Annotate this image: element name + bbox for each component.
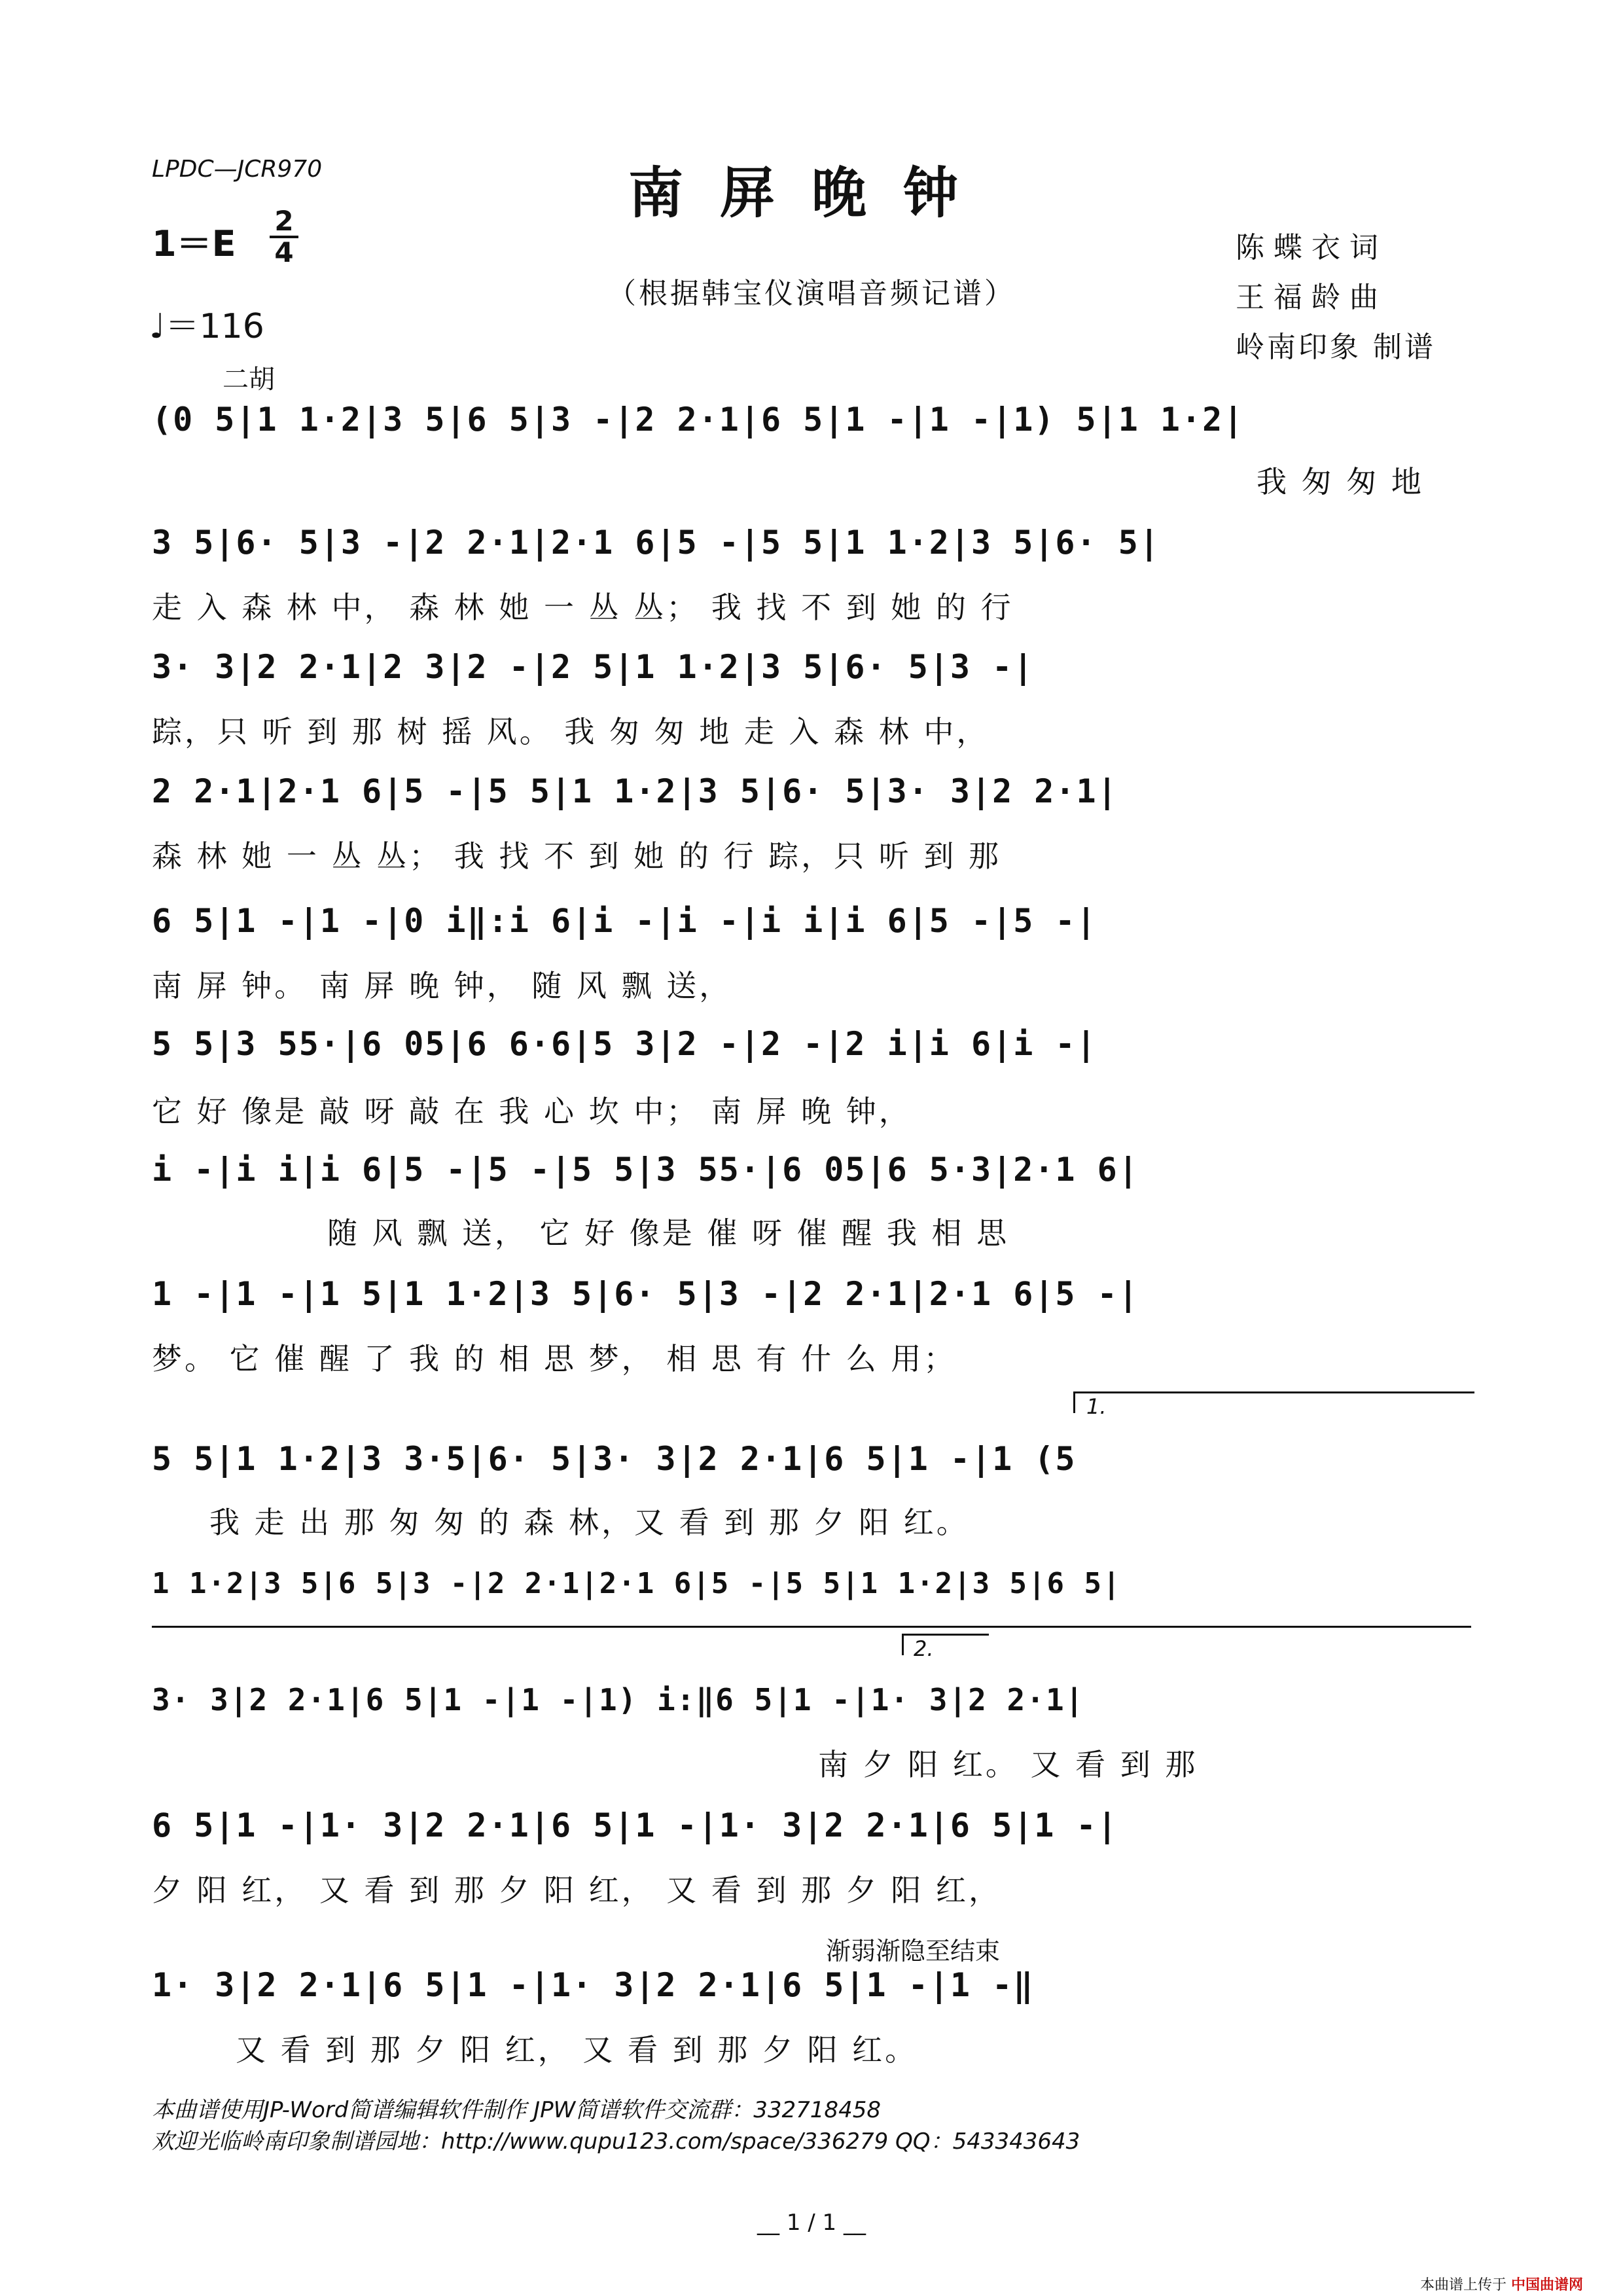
key-signature: 1＝E [152, 223, 236, 264]
notation-line-5: 6 5|1 -|1 -|0 i‖:i 6|i -|i -|i i|i 6|5 -|5 -| [152, 902, 1097, 940]
notation-line-6: 5 5|3 55·|6 05|6 6·6|5 3|2 -|2 -|2 i|i 6|i -| [152, 1025, 1097, 1063]
bracket-line [152, 1626, 1471, 1628]
notation-line-9: 5 5|1 1·2|3 3·5|6· 5|3· 3|2 2·1|6 5|1 -|1 (5 [152, 1440, 1077, 1478]
fade-marking: 渐弱渐隐至结束 [826, 1937, 1001, 1965]
score-code: LPDC—JCR970 [152, 156, 323, 183]
volta-2-label: 2. [914, 1636, 934, 1661]
lyric-line-2: 走 入 森 林 中， 森 林 她 一 丛 丛； 我 找 不 到 她 的 行 [152, 590, 1014, 625]
lyric-line-5: 南 屏 钟。 南 屏 晚 钟， 随 风 飘 送， [152, 968, 732, 1003]
watermark-prefix: 本曲谱上传于 [1420, 2277, 1507, 2293]
notation-line-2: 3 5|6· 5|3 -|2 2·1|2·1 6|5 -|5 5|1 1·2|3 5|6· 5| [152, 524, 1160, 562]
time-signature-top: 2 [274, 205, 294, 237]
subtitle: （根据韩宝仪演唱音频记谱） [607, 277, 1016, 310]
arranger-credit: 岭南印象 制谱 [1236, 331, 1436, 364]
notation-line-11: 3· 3|2 2·1|6 5|1 -|1 -|1) i:‖6 5|1 -|1· 3|2 2·1| [152, 1682, 1085, 1717]
lyric-line-3: 踪，只 听 到 那 树 摇 风。 我 匆 匆 地 走 入 森 林 中， [152, 714, 990, 749]
time-signature [268, 207, 300, 267]
lyric-line-7: 随 风 飘 送， 它 好 像是 催 呀 催 醒 我 相 思 [327, 1215, 1010, 1251]
lyric-line-12: 夕 阳 红， 又 看 到 那 夕 阳 红， 又 看 到 那 夕 阳 红， [152, 1873, 1001, 1908]
lyricist-credit: 陈蝶衣词 [1236, 231, 1387, 264]
footer-line-1: 本曲谱使用JP-Word简谱编辑软件制作 JPW简谱软件交流群：332718458 [152, 2097, 881, 2123]
page-number: __ 1 / 1 __ [757, 2210, 866, 2236]
lyric-line-6: 它 好 像是 敲 呀 敲 在 我 心 坎 中； 南 屏 晚 钟， [152, 1094, 912, 1129]
notation-line-12: 6 5|1 -|1· 3|2 2·1|6 5|1 -|1· 3|2 2·1|6 5|1 -| [152, 1806, 1118, 1844]
volta-1-bracket [1073, 1391, 1474, 1413]
notation-line-3: 3· 3|2 2·1|2 3|2 -|2 5|1 1·2|3 5|6· 5|3 -| [152, 648, 1035, 686]
notation-line-10: 1 1·2|3 5|6 5|3 -|2 2·1|2·1 6|5 -|5 5|1 1·2|3 5|6 5| [152, 1567, 1122, 1600]
notation-line-13: 1· 3|2 2·1|6 5|1 -|1· 3|2 2·1|6 5|1 -|1 -‖ [152, 1966, 1035, 2004]
notation-line-1: (0 5|1 1·2|3 5|6 5|3 -|2 2·1|6 5|1 -|1 -|1) 5|1 1·2| [152, 401, 1245, 439]
footer-line-2: 欢迎光临岭南印象制谱园地：http://www.qupu123.com/space/336279 QQ：543343643 [152, 2128, 1080, 2155]
lyric-line-13: 又 看 到 那 夕 阳 红， 又 看 到 那 夕 阳 红。 [236, 2032, 918, 2068]
volta-1-label: 1. [1086, 1394, 1107, 1419]
lyric-line-9: 我 走 出 那 匆 匆 的 森 林，又 看 到 那 夕 阳 红。 [209, 1505, 969, 1540]
lyric-line-8: 梦。 它 催 醒 了 我 的 相 思 梦， 相 思 有 什 么 用； [152, 1341, 957, 1376]
notation-line-7: i -|i i|i 6|5 -|5 -|5 5|3 55·|6 05|6 5·3|2·1 6| [152, 1151, 1139, 1189]
composer-credit: 王福龄曲 [1236, 281, 1387, 314]
time-signature-bottom: 4 [274, 236, 294, 268]
watermark-brand: 中国曲谱网 [1511, 2277, 1584, 2293]
notation-line-4: 2 2·1|2·1 6|5 -|5 5|1 1·2|3 5|6· 5|3· 3|2 2·1| [152, 772, 1118, 810]
lyric-line-1: 我 匆 匆 地 [1257, 464, 1424, 499]
watermark [1420, 2274, 1583, 2294]
lyric-line-4: 森 林 她 一 丛 丛； 我 找 不 到 她 的 行 踪，只 听 到 那 [152, 838, 1001, 874]
tempo-marking: ♩＝116 [149, 307, 264, 346]
instrument-label: 二胡 [223, 365, 275, 395]
lyric-line-11: 南 夕 阳 红。 又 看 到 那 [818, 1747, 1198, 1782]
notation-line-8: 1 -|1 -|1 5|1 1·2|3 5|6· 5|3 -|2 2·1|2·1 6|5 -| [152, 1275, 1139, 1313]
song-title: 南屏晚钟 [628, 160, 995, 225]
